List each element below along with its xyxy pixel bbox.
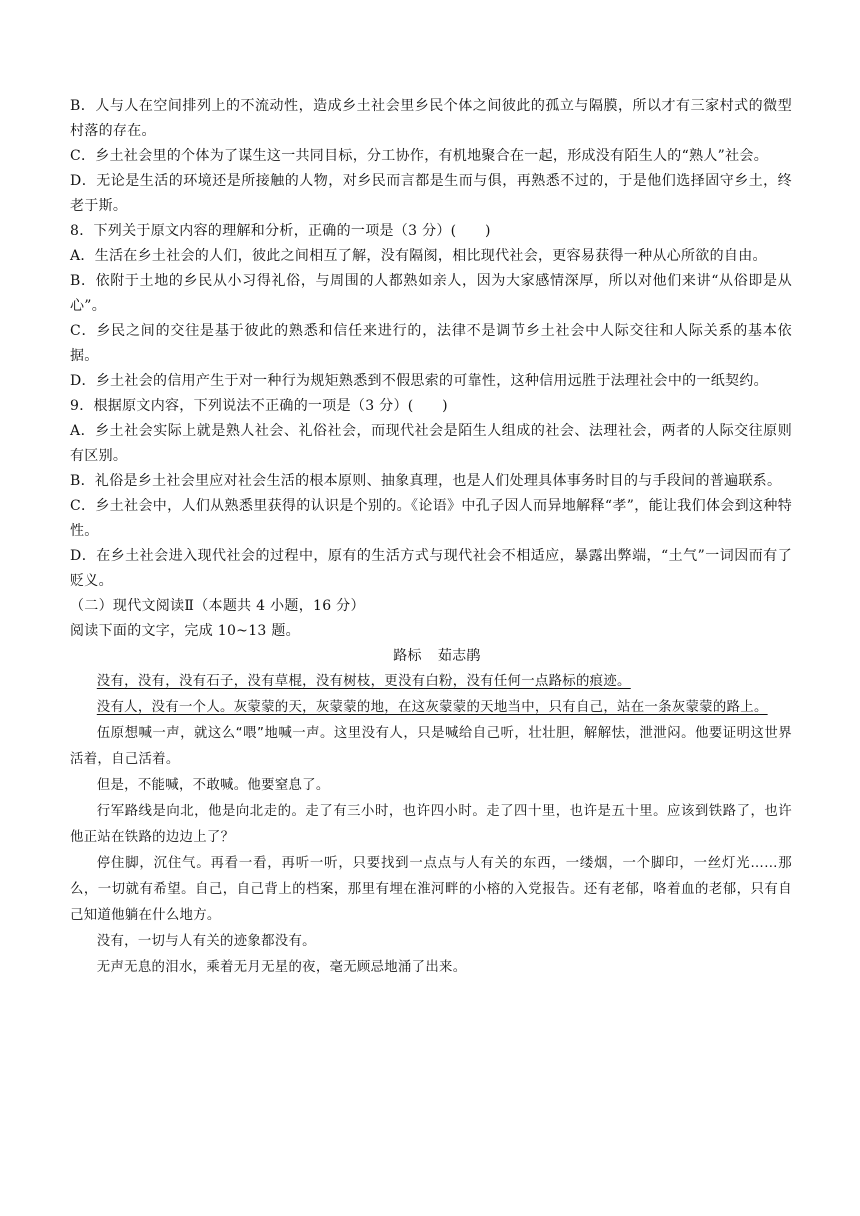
story-paragraph-underlined: 没有人，没有一个人。灰蒙蒙的天，灰蒙蒙的地，在这灰蒙蒙的天地当中，只有自己，站在一条灰蒙蒙的路上。 xyxy=(96,700,768,715)
story-paragraph: 没有，一切与人有关的迹象都没有。 xyxy=(96,934,316,949)
story-paragraph: 但是，不能喊，不敢喊。他要窒息了。 xyxy=(96,778,330,793)
story-paragraph: 停住脚，沉住气。再看一看，再听一听，只要找到一点点与人有关的东西，一缕烟，一个脚印，一丝灯光……那么，一切就有希望。自己，自己背上的档案，那里有埋在淮河畔的小榕的入党报告。还有老郁，咯着血的老郁，只有自己知道他躺在什么地方。 xyxy=(70,856,792,923)
q8-option-b: B．依附于土地的乡民从小习得礼俗，与周围的人都熟如亲人，因为大家感情深厚，所以对他们来讲“从俗即是从心”。 xyxy=(70,273,792,314)
q8-stem: 8．下列关于原文内容的理解和分析，正确的一项是（3 分）( ) xyxy=(70,223,491,239)
q9-stem: 9．根据原文内容，下列说法不正确的一项是（3 分）( ) xyxy=(70,398,448,414)
story-paragraph: 伍原想喊一声，就这么“喂”地喊一声。这里没有人，只是喊给自己听，壮壮胆，解解怯，泄泄闷。他要证明这世界活着，自己活着。 xyxy=(70,726,792,767)
q8-option-d: D．乡土社会的信用产生于对一种行为规矩熟悉到不假思索的可靠性，这种信用远胜于法理社会中的一纸契约。 xyxy=(70,373,768,389)
story-author: 茹志鹃 xyxy=(437,648,481,664)
page-content xyxy=(70,94,792,981)
q9-option-a: A．乡土社会实际上就是熟人社会、礼俗社会，而现代社会是陌生人组成的社会、法理社会，两者的人际交往原则有区别。 xyxy=(70,423,792,464)
q8-option-a: A．生活在乡土社会的人们，彼此之间相互了解，没有隔阂，相比现代社会，更容易获得一种从心所欲的自由。 xyxy=(70,248,767,264)
q9-option-b: B．礼俗是乡土社会里应对社会生活的根本原则、抽象真理，也是人们处理具体事务时目的与手段间的普遍联系。 xyxy=(70,473,782,489)
section-instruction: 阅读下面的文字，完成 10~13 题。 xyxy=(70,623,300,639)
q8-option-c: C．乡民之间的交往是基于彼此的熟悉和信任来进行的，法律不是调节乡土社会中人际交往和人际关系的基本依据。 xyxy=(70,323,792,364)
section-heading: （二）现代文阅读Ⅱ（本题共 4 小题，16 分） xyxy=(70,598,365,614)
story-paragraph: 行军路线是向北，他是向北走的。走了有三小时，也许四小时。走了四十里，也许是五十里。应该到铁路了，也许他正站在铁路的边边上了？ xyxy=(70,804,792,845)
q7-option-b: B．人与人在空间排列上的不流动性，造成乡土社会里乡民个体之间彼此的孤立与隔膜，所以才有三家村式的微型村落的存在。 xyxy=(70,98,792,139)
q9-option-c: C．乡土社会中，人们从熟悉里获得的认识是个别的。《论语》中孔子因人而异地解释“孝”，能让我们体会到这种特性。 xyxy=(70,498,792,539)
story-paragraph: 无声无息的泪水，乘着无月无星的夜，毫无顾忌地涌了出来。 xyxy=(96,960,467,975)
story-paragraph-underlined: 没有，没有，没有石子，没有草棍，没有树枝，更没有白粉，没有任何一点路标的痕迹。 xyxy=(96,674,631,689)
story-title: 路标 xyxy=(393,648,422,664)
q7-option-d: D．无论是生活的环境还是所接触的人物，对乡民而言都是生而与俱，再熟悉不过的，于是他们选择固守乡土，终老于斯。 xyxy=(70,173,792,214)
q9-option-d: D．在乡土社会进入现代社会的过程中，原有的生活方式与现代社会不相适应，暴露出弊端，“土气”一词因而有了贬义。 xyxy=(70,548,792,589)
story-title-line xyxy=(82,644,792,669)
q7-option-c: C．乡土社会里的个体为了谋生这一共同目标，分工协作，有机地聚合在一起，形成没有陌生人的“熟人”社会。 xyxy=(70,148,769,164)
